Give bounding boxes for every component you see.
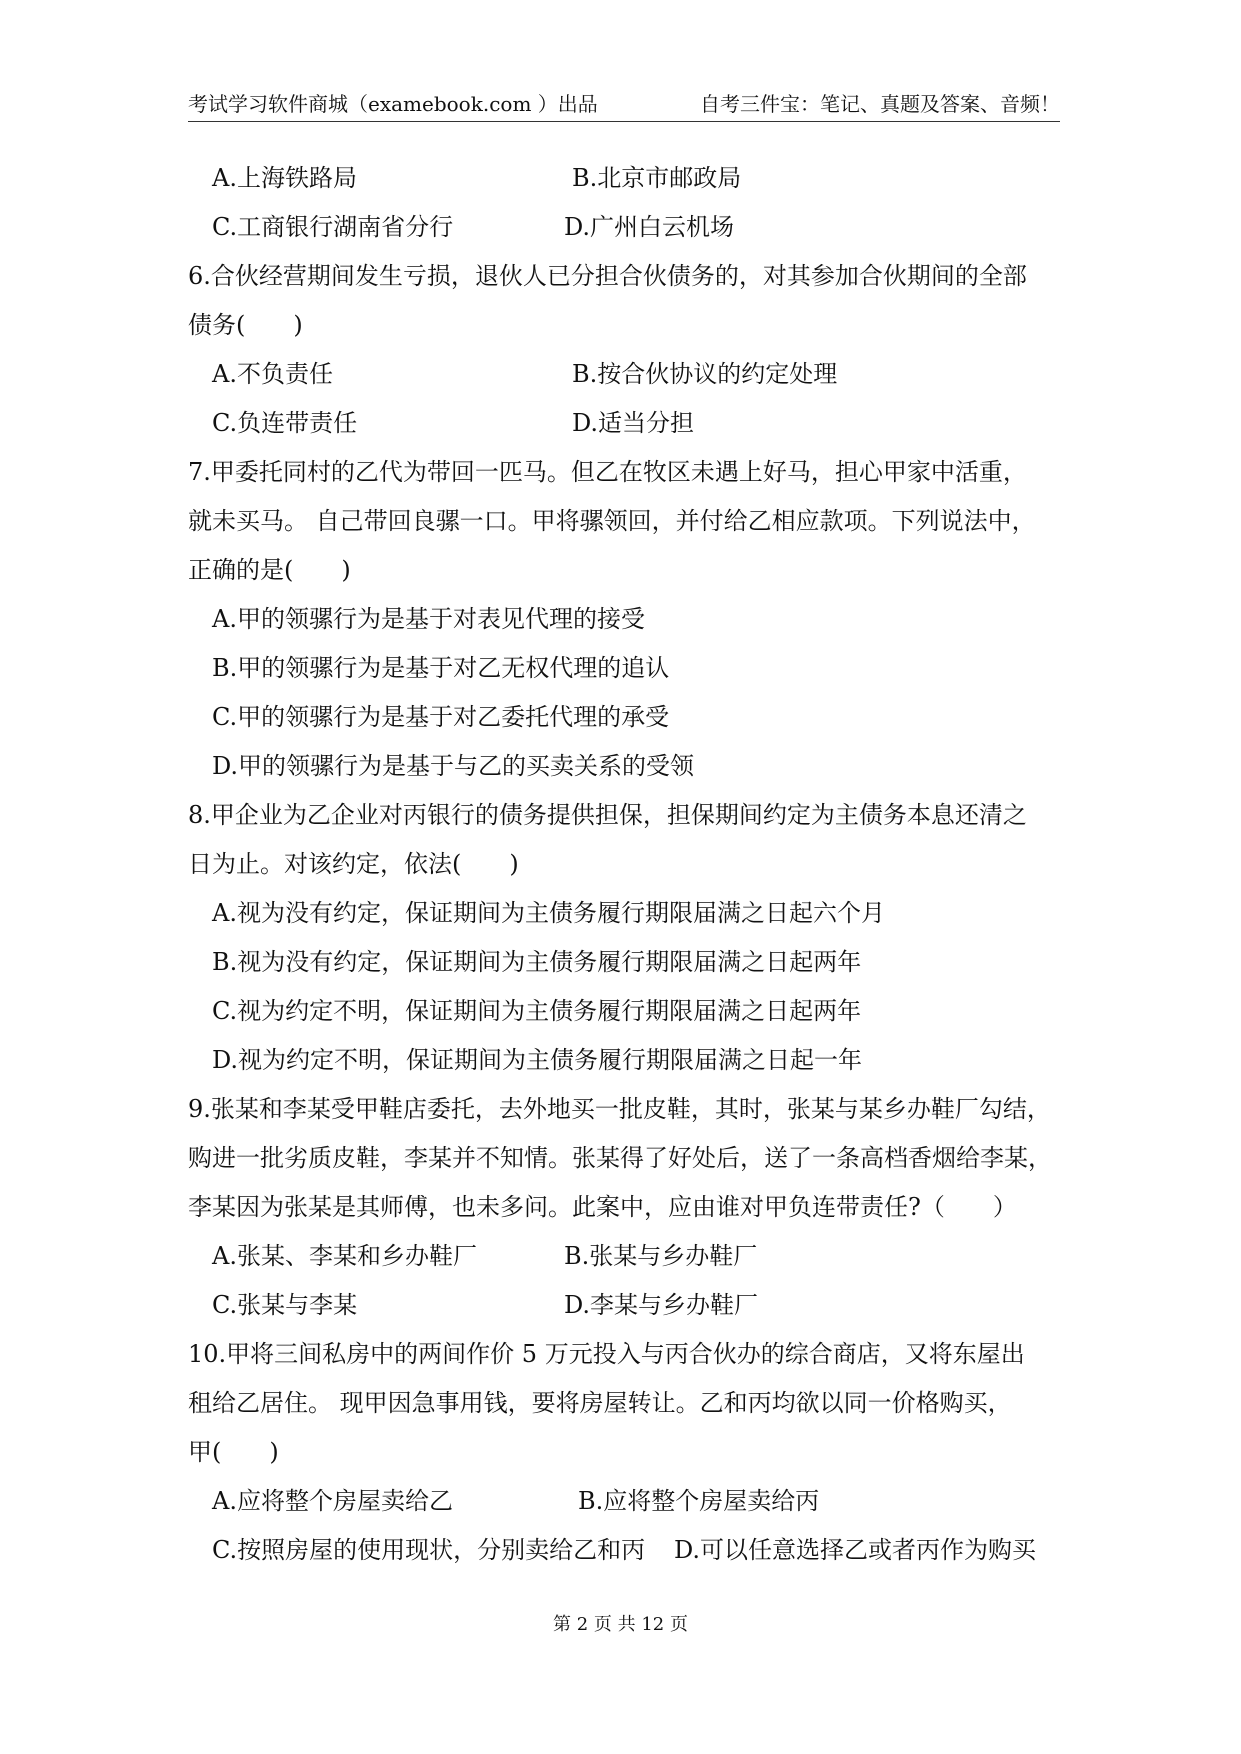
q8-option-c: C.视为约定不明，保证期间为主债务履行期限届满之日起两年 [212, 997, 862, 1025]
q9-option-c: C.张某与李某 [212, 1291, 358, 1319]
q10-option-d: D.可以任意选择乙或者丙作为购买 [674, 1536, 1037, 1564]
q9-option-b: B.张某与乡办鞋厂 [564, 1242, 758, 1270]
q5-options-row-1 [188, 154, 1068, 203]
q9-options-row-2 [188, 1281, 1068, 1330]
q9-stem-line-1: 9.张某和李某受甲鞋店委托，去外地买一批皮鞋，其时，张某与某乡办鞋厂勾结， [188, 1095, 1051, 1123]
q10-option-c: C.按照房屋的使用现状，分别卖给乙和丙 [212, 1536, 646, 1564]
q9-stem-line-2: 购进一批劣质皮鞋，李某并不知情。张某得了好处后，送了一条高档香烟给李某， [188, 1144, 1052, 1172]
q10-options-row-2 [188, 1526, 1068, 1575]
q6-option-b: B.按合伙协议的约定处理 [572, 360, 838, 388]
q10-stem-line-1: 10.甲将三间私房中的两间作价 5 万元投入与丙合伙办的综合商店，又将东屋出 [188, 1340, 1025, 1368]
header-left-text: 考试学习软件商城（examebook.com ）出品 [188, 92, 598, 116]
q8-stem-line-1: 8.甲企业为乙企业对丙银行的债务提供担保，担保期间约定为主债务本息还清之 [188, 801, 1027, 829]
header-right-text: 自考三件宝：笔记、真题及答案、音频！ [700, 92, 1060, 116]
q6-option-a: A.不负责任 [212, 360, 333, 388]
q9-options-row-1 [188, 1232, 1068, 1281]
q5-option-b: B.北京市邮政局 [572, 164, 742, 192]
q6-option-d: D.适当分担 [572, 409, 695, 437]
q9-option-a: A.张某、李某和乡办鞋厂 [212, 1242, 477, 1270]
q7-option-d: D.甲的领骡行为是基于与乙的买卖关系的受领 [212, 752, 695, 780]
q5-option-c: C.工商银行湖南省分行 [212, 213, 454, 241]
q6-options-row-2 [188, 399, 1068, 448]
q5-option-d: D.广州白云机场 [564, 213, 735, 241]
q7-stem-line-1: 7.甲委托同村的乙代为带回一匹马。但乙在牧区未遇上好马，担心甲家中活重， [188, 458, 1027, 486]
q8-option-a: A.视为没有约定，保证期间为主债务履行期限届满之日起六个月 [212, 899, 885, 927]
page-header [188, 88, 1060, 122]
q6-option-c: C.负连带责任 [212, 409, 358, 437]
q7-option-a: A.甲的领骡行为是基于对表见代理的接受 [212, 605, 645, 633]
q7-option-c: C.甲的领骡行为是基于对乙委托代理的承受 [212, 703, 670, 731]
q8-stem-line-2: 日为止。对该约定，依法( ) [188, 850, 519, 878]
q10-option-b: B.应将整个房屋卖给丙 [578, 1487, 820, 1515]
q10-stem-line-2: 租给乙居住。 现甲因急事用钱，要将房屋转让。乙和丙均欲以同一价格购买， [188, 1389, 1012, 1417]
q5-option-a: A.上海铁路局 [212, 164, 357, 192]
q9-option-d: D.李某与乡办鞋厂 [564, 1291, 759, 1319]
q10-options-row-1 [188, 1477, 1068, 1526]
q10-stem-line-3: 甲( ) [188, 1438, 279, 1466]
q8-option-b: B.视为没有约定，保证期间为主债务履行期限届满之日起两年 [212, 948, 862, 976]
q8-option-d: D.视为约定不明，保证期间为主债务履行期限届满之日起一年 [212, 1046, 863, 1074]
q6-stem-line-1: 6.合伙经营期间发生亏损，退伙人已分担合伙债务的，对其参加合伙期间的全部 [188, 262, 1027, 290]
q7-option-b: B.甲的领骡行为是基于对乙无权代理的追认 [212, 654, 670, 682]
q7-stem-line-3: 正确的是( ) [188, 556, 351, 584]
q6-stem-line-2: 债务( ) [188, 311, 303, 339]
q6-options-row-1 [188, 350, 1068, 399]
q10-option-a: A.应将整个房屋卖给乙 [212, 1487, 453, 1515]
q9-stem-line-3: 李某因为张某是其师傅，也未多问。此案中，应由谁对甲负连带责任?（ ） [188, 1193, 1017, 1221]
q7-stem-line-2: 就未买马。 自己带回良骡一口。甲将骡领回，并付给乙相应款项。下列说法中， [188, 507, 1036, 535]
page-number-footer: 第 2 页 共 12 页 [553, 1614, 688, 1635]
q5-options-row-2 [188, 203, 1068, 252]
document-body [188, 154, 1068, 1575]
